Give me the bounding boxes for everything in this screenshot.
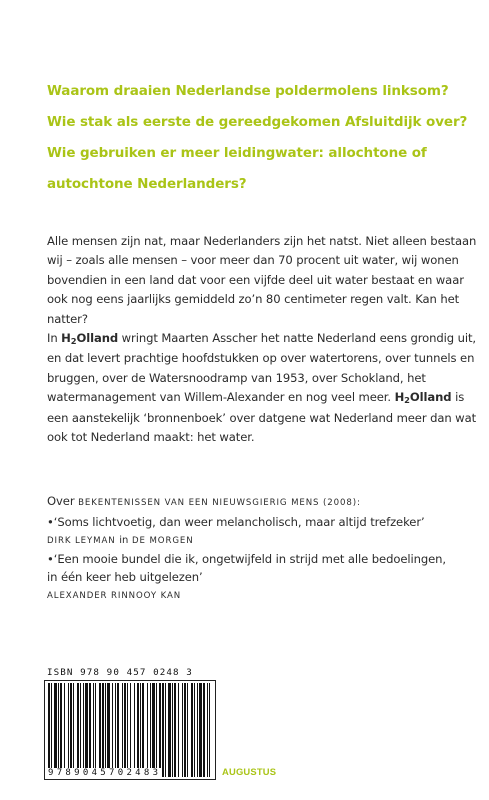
quote-1-attribution: DIRK LEYMAN in DE MORGEN bbox=[47, 534, 194, 546]
barcode-bar bbox=[178, 683, 179, 777]
barcode-bar bbox=[85, 683, 88, 777]
reviews bbox=[47, 492, 477, 605]
barcode-bar bbox=[51, 683, 52, 777]
barcode-bar bbox=[122, 683, 123, 777]
in-word: In bbox=[47, 331, 62, 346]
quote-2-attribution: ALEXANDER RINNOOY KAN bbox=[47, 591, 182, 602]
barcode-bar bbox=[64, 683, 65, 777]
quote-2-line-2: in één keer heb uitgelezen’ bbox=[47, 570, 203, 585]
barcode-bar bbox=[165, 683, 166, 777]
barcode-bar bbox=[60, 683, 62, 777]
barcode-bar bbox=[137, 683, 139, 777]
barcode-bar bbox=[105, 683, 106, 777]
question-1: Waarom draaien Nederlandse poldermolens linksom? bbox=[47, 83, 449, 99]
barcode-bar bbox=[89, 683, 91, 777]
barcode-bar bbox=[70, 683, 72, 777]
barcode-bar bbox=[191, 683, 193, 777]
question-2: Wie stak als eerste de gereedgekomen Afsluitdijk over? bbox=[47, 114, 468, 130]
barcode-bar bbox=[73, 683, 74, 777]
barcode-bar bbox=[95, 683, 96, 777]
barcode-bar bbox=[156, 683, 157, 777]
barcode-bar bbox=[102, 683, 104, 777]
barcode-bar bbox=[152, 683, 155, 777]
barcode-bar bbox=[130, 683, 131, 777]
question-3-line-1: Wie gebruiken er meer leidingwater: allochtone of bbox=[47, 145, 427, 161]
barcode-bar bbox=[184, 683, 186, 777]
quote-1: •‘Soms lichtvoetig, dan weer melancholisch, maar altijd trefzeker’ bbox=[47, 514, 425, 529]
blurb bbox=[47, 232, 477, 447]
book-title-2: H2Olland bbox=[394, 390, 452, 406]
barcode-bar bbox=[99, 683, 101, 777]
blurb-intro: Alle mensen zijn nat, maar Nederlanders zijn het natst. Niet alleen bestaan wij – zoals alle mensen – voor meer dan 70 procent uit water, wij wonen bovendien in een land dat voor een vijfde deel uit water bestaat en waar ook nog eens jaarlijks gemiddeld zo’n 80 centimeter regen valt. Kan het natter? bbox=[47, 234, 477, 326]
reviews-heading: Over BEKENTENISSEN VAN EEN NIEUWSGIERIG MENS (2008): bbox=[47, 494, 361, 508]
back-cover-questions bbox=[47, 76, 477, 200]
barcode-digits: 9789045702483 bbox=[48, 768, 162, 778]
barcode-bar bbox=[140, 683, 141, 777]
barcode-bar bbox=[194, 683, 195, 777]
barcode-bar bbox=[162, 683, 164, 777]
barcode-bars bbox=[45, 681, 217, 781]
blurb-paragraph-2 bbox=[47, 329, 477, 447]
publisher-logo: AUGUSTUS bbox=[222, 766, 277, 777]
barcode-bar bbox=[127, 683, 128, 777]
isbn-label: ISBN 978 90 457 0248 3 bbox=[47, 667, 193, 678]
barcode-bar bbox=[68, 683, 69, 777]
barcode-bar bbox=[187, 683, 188, 777]
barcode-bar bbox=[174, 683, 176, 777]
barcode-bar bbox=[48, 683, 50, 777]
barcode-bar bbox=[172, 683, 173, 777]
barcode-bar bbox=[197, 683, 198, 777]
blurb-paragraph-2-part-a: wringt Maarten Asscher het natte Nederland eens grondig uit, en dat levert prachtige hoofdstukken op over watertorens, over tunnels en bruggen, over de Watersnoodramp van 1953, over Schokland, het watermanagement van Willem-Alexander en nog veel meer. bbox=[47, 331, 477, 405]
barcode-bar bbox=[107, 683, 110, 777]
book-title: H2Olland bbox=[61, 331, 119, 347]
barcode-bar bbox=[182, 683, 183, 777]
barcode-bar bbox=[168, 683, 171, 777]
barcode-bar bbox=[77, 683, 79, 777]
barcode-bar bbox=[203, 683, 205, 777]
quote-2-line-1: •‘Een mooie bundel die ik, ongetwijfeld in strijd met alle bedoelingen, bbox=[47, 551, 446, 566]
barcode-bar bbox=[199, 683, 202, 777]
barcode-bar bbox=[209, 683, 210, 777]
barcode-bar bbox=[54, 683, 57, 777]
barcode-bar bbox=[117, 683, 119, 777]
question-3-line-2: autochtone Nederlanders? bbox=[47, 176, 247, 192]
barcode-bar bbox=[93, 683, 94, 777]
barcode-bar bbox=[142, 683, 144, 777]
barcode-bar bbox=[112, 683, 113, 777]
barcode-bar bbox=[134, 683, 135, 777]
barcode-bar bbox=[83, 683, 84, 777]
barcode-frame bbox=[44, 680, 216, 780]
barcode-bar bbox=[150, 683, 151, 777]
barcode-bar bbox=[207, 683, 208, 777]
previous-book-title: BEKENTENISSEN VAN EEN NIEUWSGIERIG MENS (2008): bbox=[78, 498, 361, 508]
barcode-bar bbox=[124, 683, 126, 777]
blurb-paragraph-2-part-b: is een aanstekelijk ‘bronnenboek’ over datgene wat Nederland meer dan wat ook tot Nederland maakt: het water. bbox=[47, 390, 477, 445]
barcode-bar bbox=[147, 683, 148, 777]
barcode-bar bbox=[58, 683, 59, 777]
barcode-bar bbox=[159, 683, 161, 777]
barcode-bar bbox=[80, 683, 81, 777]
isbn-barcode bbox=[44, 664, 216, 780]
barcode-bar bbox=[115, 683, 116, 777]
